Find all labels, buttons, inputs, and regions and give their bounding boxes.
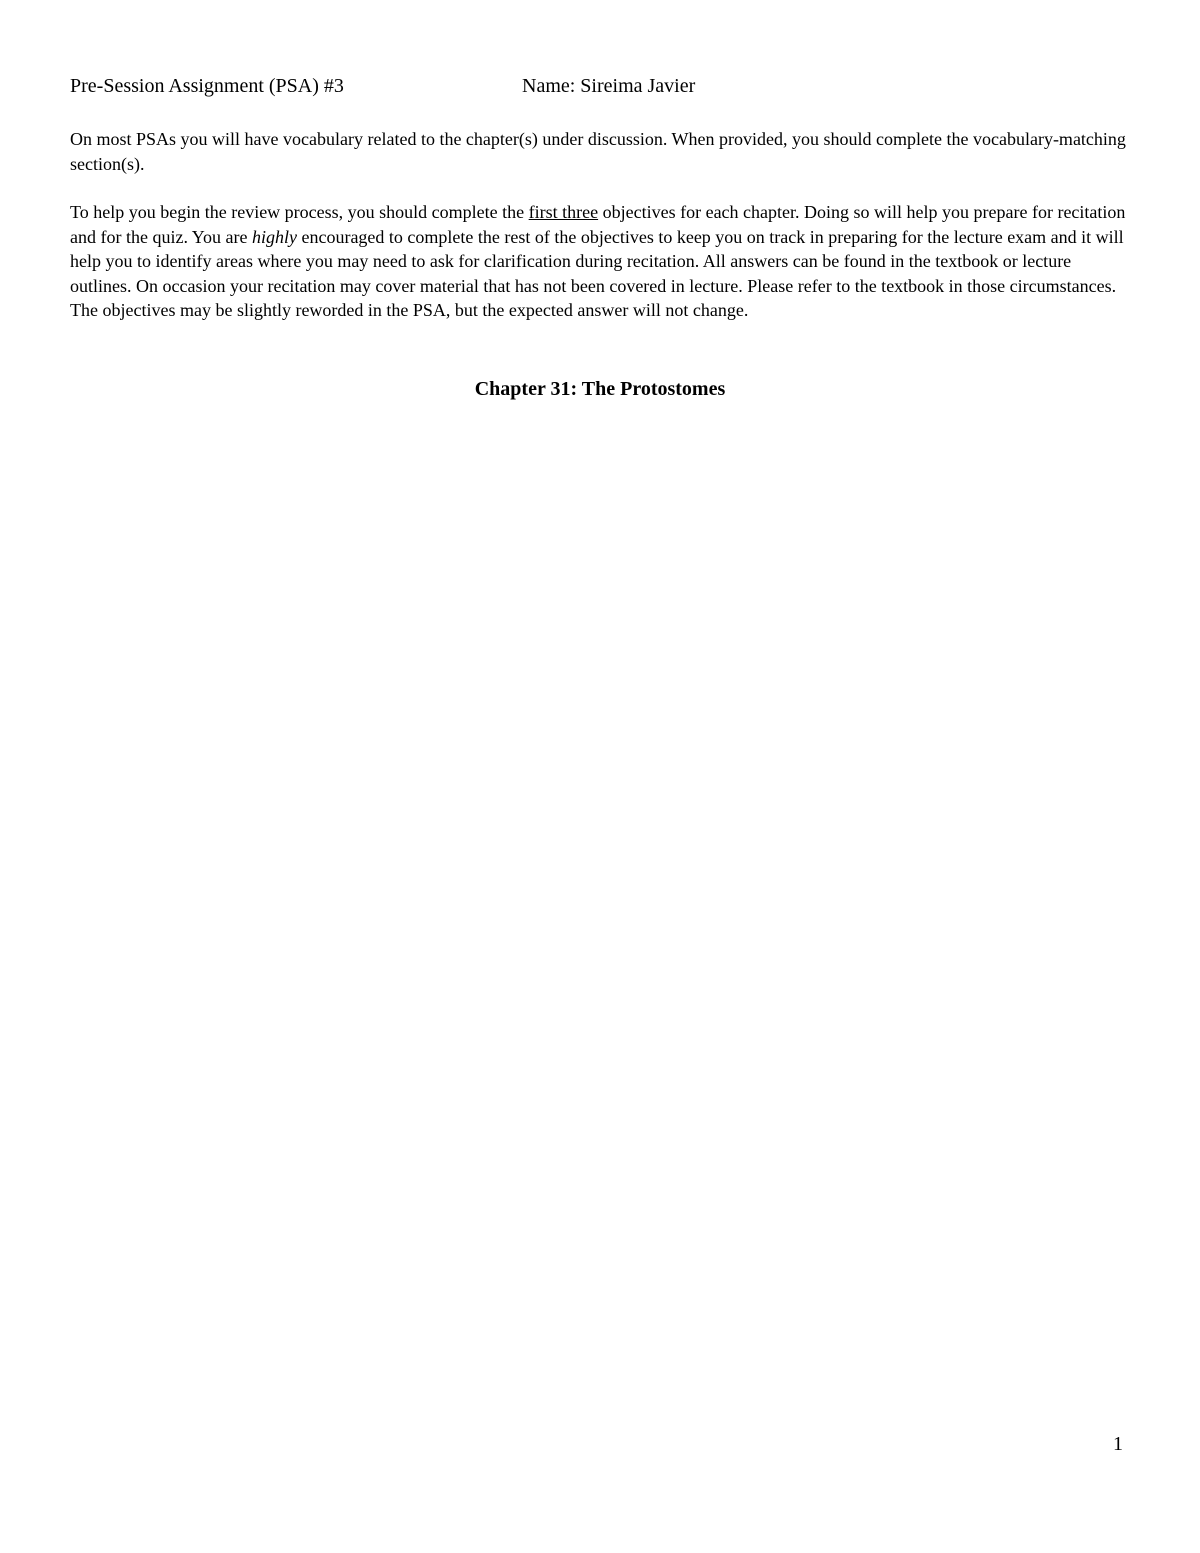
- chapter-heading: Chapter 31: The Protostomes: [474, 378, 726, 400]
- objectives-text-part1: To help you begin the review process, you should complete the: [70, 202, 529, 222]
- student-name: Name: Sireima Javier: [522, 75, 696, 97]
- objectives-instructions: [70, 200, 1132, 323]
- underlined-first-three: first three: [528, 202, 599, 222]
- objectives-text-part3: encouraged to complete the rest of the objectives to keep you on track in preparing for the lecture exam and it will help you to identify areas where you may need to ask for clarification during recitation. All answers can be found in the textbook or lecture outlines. On occasion your recitation may cover material that has not been covered in lecture. Please refer to the textbook in those circumstances. The objectives may be slightly reworded in the PSA, but the expected answer will not change.: [70, 226, 1124, 321]
- page-number: 1: [1113, 1433, 1123, 1455]
- assignment-title: Pre-Session Assignment (PSA) #3: [70, 75, 344, 97]
- objectives-text-part2: objectives for each chapter. Doing so will help you prepare for recitation and for the quiz. You are: [70, 202, 1126, 247]
- italic-highly: highly: [251, 226, 297, 247]
- vocabulary-instructions: On most PSAs you will have vocabulary related to the chapter(s) under discussion. When provided, you should complete the vocabulary-matching section(s).: [70, 129, 1126, 174]
